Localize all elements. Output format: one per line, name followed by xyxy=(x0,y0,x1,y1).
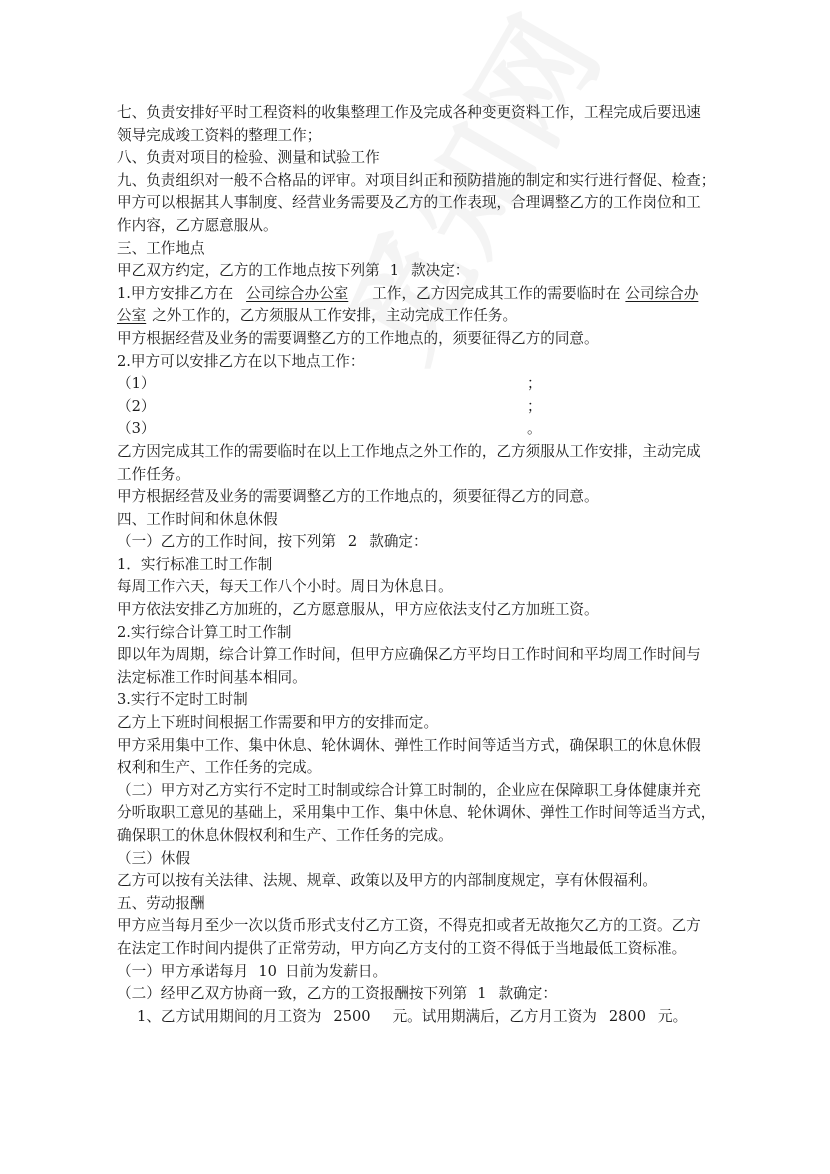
salary-method-clause xyxy=(117,983,717,1006)
section-heading: 三、工作地点 xyxy=(117,239,205,257)
subsection-heading: 3.实行不定时工时制 xyxy=(117,691,248,709)
blank-end-mark: 。 xyxy=(527,420,542,438)
text-line: 法定标准工作时间基本相同。 xyxy=(117,668,307,686)
work-location-line xyxy=(117,283,717,306)
text-line: 甲方应当每月至少一次以货币形式支付乙方工资，不得克扣或者无故拖欠乙方的工资。乙方 xyxy=(117,917,701,935)
text-line: 乙方上下班时间根据工作需要和甲方的安排而定。 xyxy=(117,714,439,732)
clause-text: 1、乙方试用期间的月工资为 xyxy=(137,1007,322,1025)
clause-text: 元。 xyxy=(658,1007,688,1025)
clause-text: 1.甲方安排乙方在 xyxy=(117,284,234,302)
clause-text: 之外工作的，乙方须服从工作安排，主动完成工作任务。 xyxy=(152,307,518,325)
text-line: 权利和生产、工作任务的完成。 xyxy=(117,759,322,777)
work-location-value: 公司综合办 xyxy=(625,284,699,302)
text-line: 九、负责组织对一般不合格品的评审。对项目纠正和预防措施的制定和实行进行督促、检查； xyxy=(117,171,716,189)
clause-text: （二）经甲乙双方协商一致，乙方的工资报酬按下列第 xyxy=(117,985,468,1003)
blank-end-mark: ； xyxy=(527,397,542,415)
blank-label: （1） xyxy=(117,375,156,393)
clause-text: 工作，乙方因完成其工作的需要临时在 xyxy=(372,284,621,302)
text-line: 作内容，乙方愿意服从。 xyxy=(117,216,278,234)
clause-text: 日前为发薪日。 xyxy=(284,962,388,980)
clause-text: 款确定： xyxy=(369,533,428,551)
text-line: 分听取职工意见的基础上，采用集中工作、集中休息、轮休调休、弹性工作时间等适当方式， xyxy=(117,804,716,822)
text-line: 乙方因完成其工作的需要临时在以上工作地点之外工作的，乙方须服从工作安排，主动完成 xyxy=(117,442,701,460)
work-hours-clause xyxy=(117,531,717,554)
text-line: 领导完成竣工资料的整理工作； xyxy=(117,126,322,144)
hours-option-value: 2 xyxy=(347,533,358,551)
text-line: 甲方根据经营及业务的需要调整乙方的工作地点的，须要征得乙方的同意。 xyxy=(117,329,599,347)
blank-location-row xyxy=(117,418,717,441)
blank-end-mark: ； xyxy=(527,375,542,393)
text-line: 确保职工的休息休假权利和生产、工作任务的完成。 xyxy=(117,827,453,844)
text-line: （二）甲方对乙方实行不定时工时制或综合计算工时制的，企业应在保障职工身体健康并充 xyxy=(117,781,701,799)
clause-text: （一）乙方的工作时间，按下列第 xyxy=(117,533,336,551)
text-line: 在法定工作时间内提供了正常劳动，甲方向乙方支付的工资不得低于当地最低工资标准。 xyxy=(117,939,687,957)
clause-text: 元。试用期满后，乙方月工资为 xyxy=(392,1007,597,1025)
probation-salary-value: 2500 xyxy=(333,1007,371,1025)
work-location-value: 公室 xyxy=(117,307,147,325)
blank-location-row xyxy=(117,396,717,419)
subsection-heading: （三）休假 xyxy=(117,849,190,867)
subsection-heading: 1．实行标准工时工作制 xyxy=(117,555,273,573)
clause-text: 款决定： xyxy=(411,262,470,280)
section-heading: 五、劳动报酬 xyxy=(117,894,205,912)
text-line: 工作任务。 xyxy=(117,465,190,483)
contract-body xyxy=(117,102,717,1028)
work-location-value: 公司综合办公室 xyxy=(246,284,349,302)
blank-label: （3） xyxy=(117,420,156,438)
clause-text: 款确定： xyxy=(498,985,557,1003)
text-line: 每周工作六天，每天工作八个小时。周日为休息日。 xyxy=(117,578,453,596)
text-line: 乙方可以按有关法律、法规、规章、政策以及甲方的内部制度规定，享有休假福利。 xyxy=(117,872,657,890)
salary-amount-clause xyxy=(117,1006,717,1029)
work-location-line xyxy=(117,305,717,328)
section-heading: 八、负责对项目的检验、测量和试验工作 xyxy=(117,149,380,167)
clause-text: 甲乙双方约定，乙方的工作地点按下列第 xyxy=(117,262,380,280)
regular-salary-value: 2800 xyxy=(608,1007,647,1025)
text-line: 即以年为周期，综合计算工作时间，但甲方应确保乙方平均日工作时间和平均周工作时间与 xyxy=(117,646,701,664)
subsection-heading: 2.实行综合计算工时工作制 xyxy=(117,623,292,641)
blank-label: （2） xyxy=(117,397,156,415)
blank-location-row xyxy=(117,373,717,396)
work-location-clause xyxy=(117,260,717,283)
text-line: 甲方采用集中工作、集中休息、轮休调休、弹性工作时间等适当方式，确保职工的休息休假 xyxy=(117,736,701,754)
clause-text: （一）甲方承诺每月 xyxy=(117,962,249,980)
payday-clause xyxy=(117,961,717,984)
section-heading: 四、工作时间和休息休假 xyxy=(117,510,278,528)
text-line: 七、负责安排好平时工程资料的收集整理工作及完成各种变更资料工作，工程完成后要迅速 xyxy=(117,104,701,121)
text-line: 甲方根据经营及业务的需要调整乙方的工作地点的，须要征得乙方的同意。 xyxy=(117,488,599,506)
text-line: 2.甲方可以安排乙方在以下地点工作： xyxy=(117,352,365,370)
text-line: 甲方可以根据其人事制度、经营业务需要及乙方的工作表现，合理调整乙方的工作岗位和工 xyxy=(117,194,701,212)
payday-value: 10 xyxy=(258,962,277,980)
location-option-value: 1 xyxy=(389,262,399,280)
text-line: 甲方依法安排乙方加班的，乙方愿意服从，甲方应依法支付乙方加班工资。 xyxy=(117,601,599,619)
salary-option-value: 1 xyxy=(477,985,487,1003)
